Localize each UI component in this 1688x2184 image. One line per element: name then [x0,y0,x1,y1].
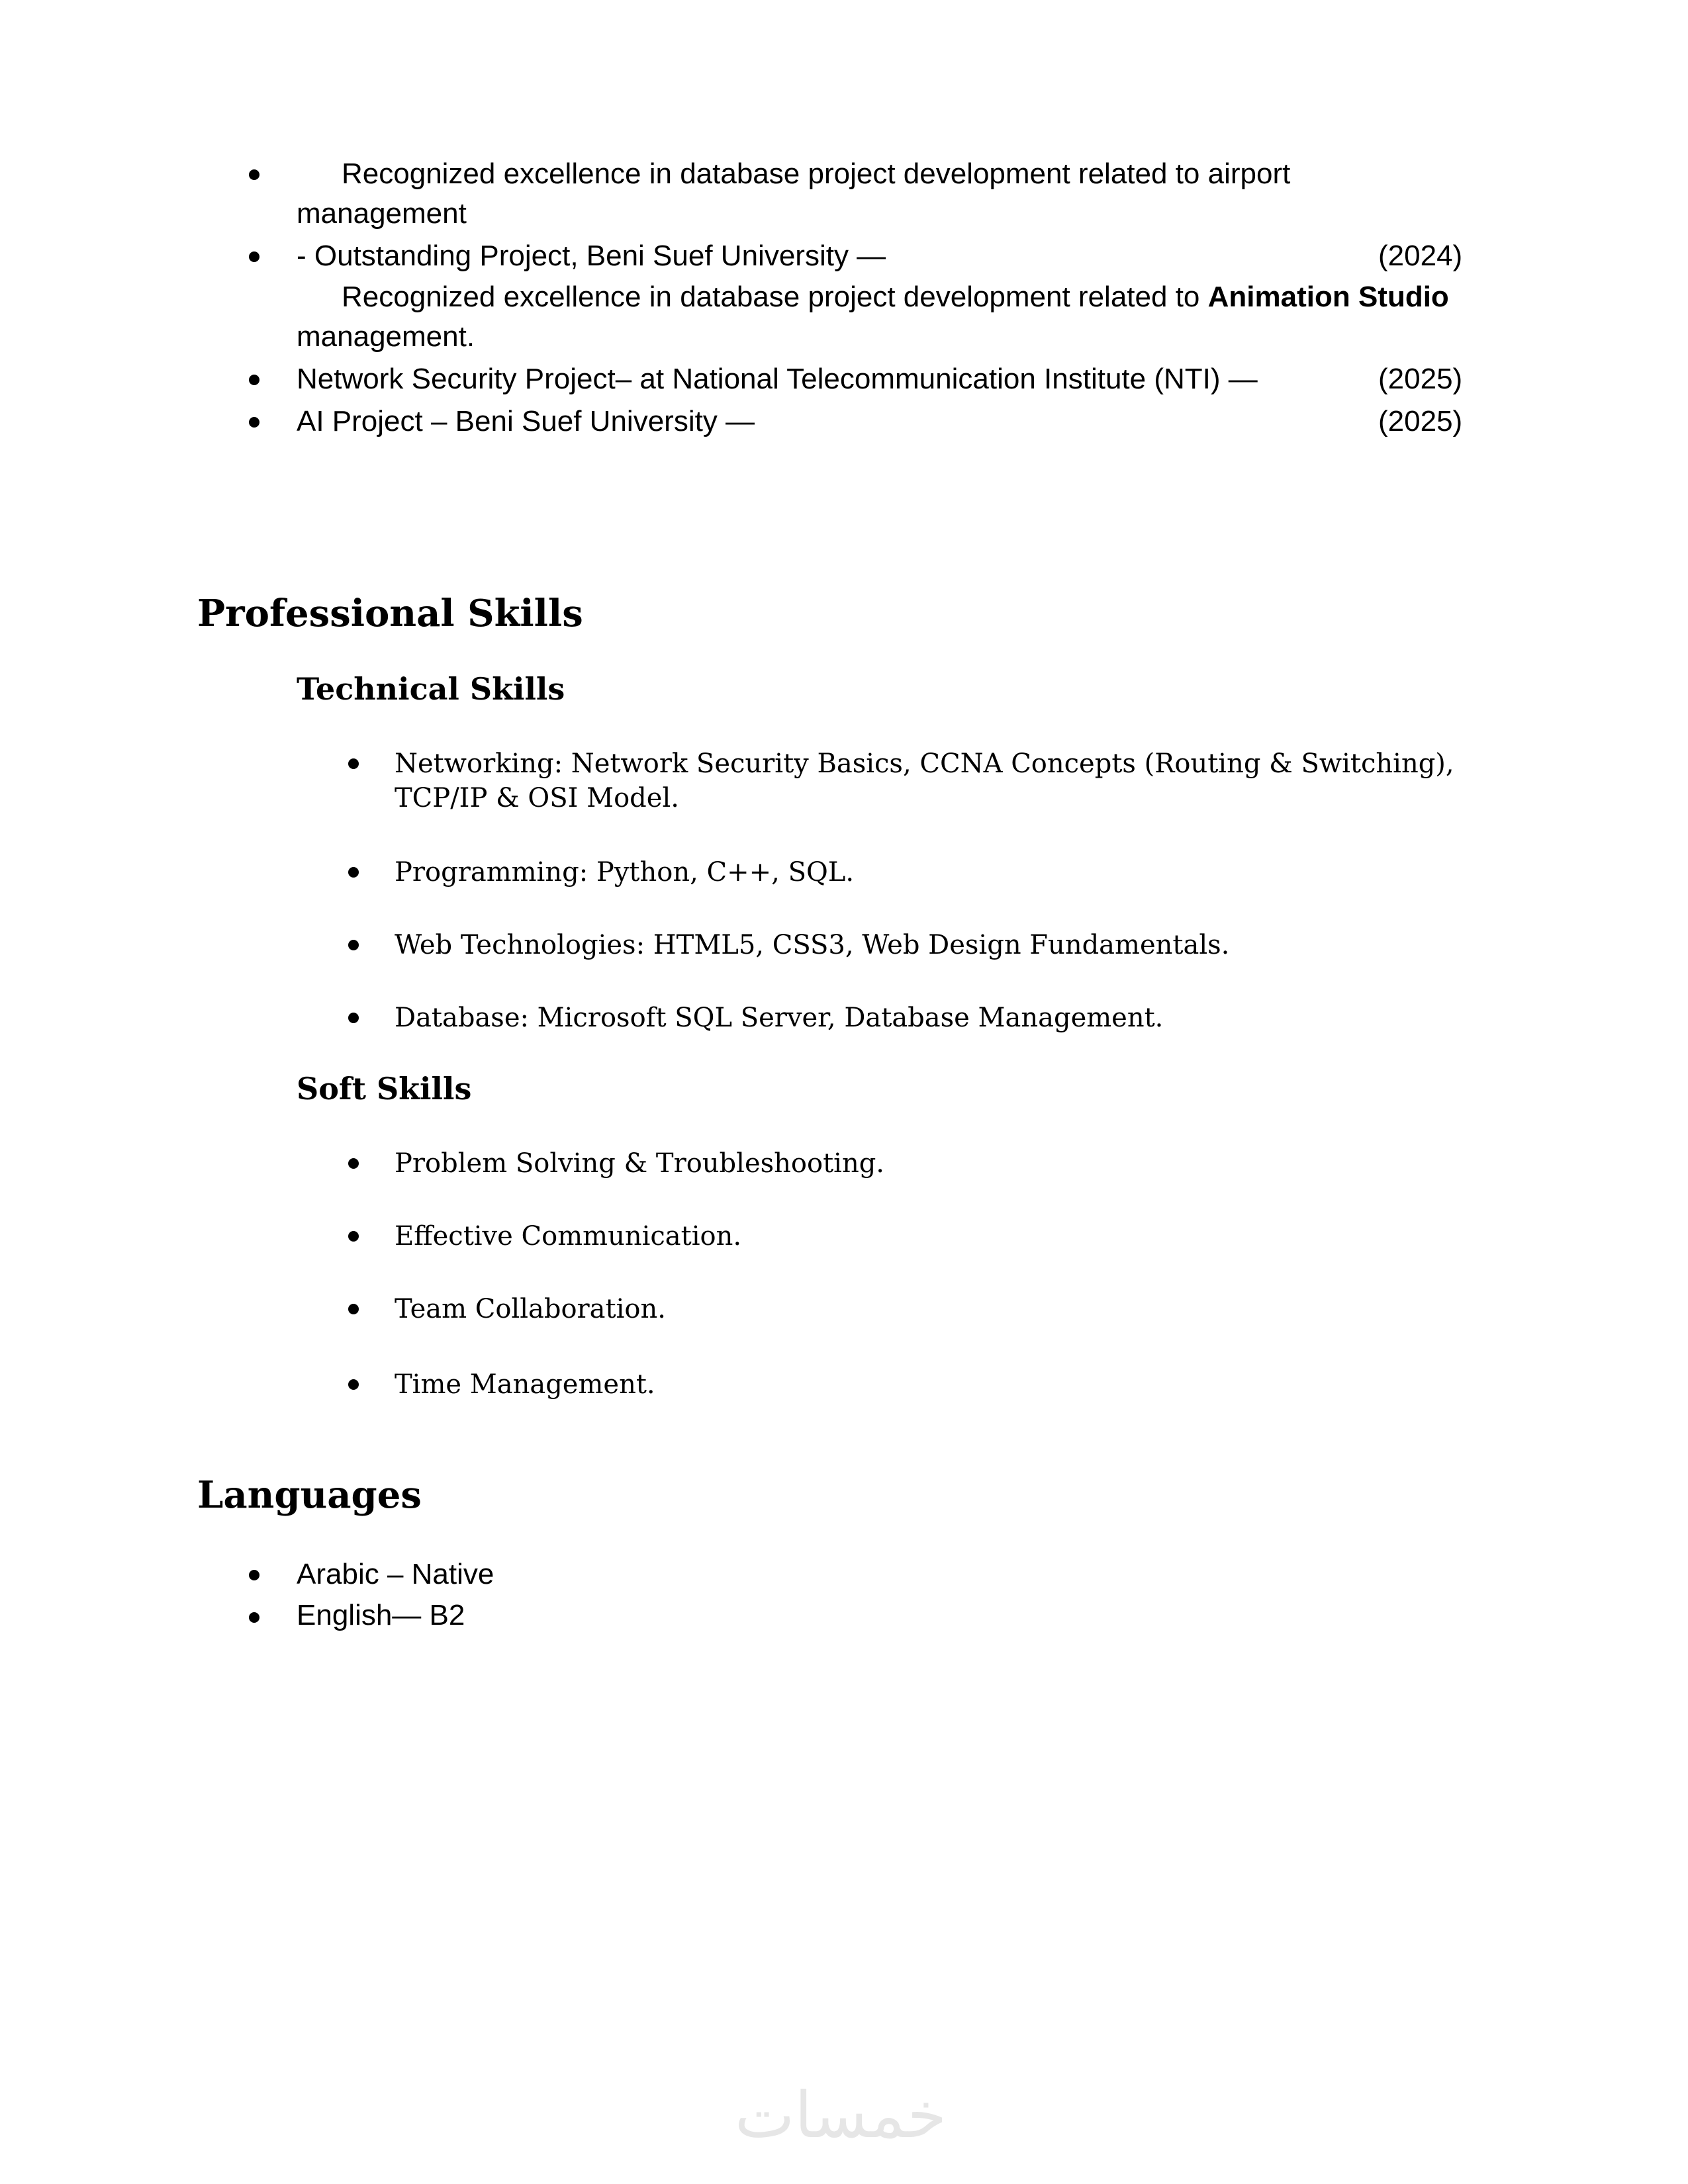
bullet [348,1379,359,1390]
soft-skill-item: Team Collaboration. [395,1294,666,1324]
bullet [348,1231,359,1242]
project-1-line2: management [297,197,467,230]
project-1-line1: Recognized excellence in database project development related to airport [342,158,1291,190]
project-2-line2-bold: Animation Studio [1207,281,1449,313]
project-3-title: Network Security Project– at National Telecommunication Institute (NTI) — [297,363,1258,395]
technical-skill-item-continued: TCP/IP & OSI Model. [395,783,679,813]
project-4-year: (2025) [1378,405,1463,437]
technical-skill-item: Database: Microsoft SQL Server, Database Management. [395,1003,1164,1033]
bullet [249,1612,259,1623]
technical-skill-item: Programming: Python, C++, SQL. [395,857,855,887]
languages-heading: Languages [197,1473,422,1517]
soft-skills-heading: Soft Skills [297,1071,472,1107]
technical-skills-heading: Technical Skills [297,671,565,707]
bullet [249,169,259,180]
project-2-line3: management. [297,320,475,353]
bullet [348,1304,359,1314]
soft-skill-item: Problem Solving & Troubleshooting. [395,1148,885,1179]
project-4-title: AI Project – Beni Suef University — [297,405,755,437]
language-item: Arabic – Native [297,1558,494,1590]
bullet [348,940,359,950]
professional-skills-heading: Professional Skills [197,592,583,635]
project-2-title: - Outstanding Project, Beni Suef University — [297,240,886,272]
bullet [249,417,259,428]
project-2-line2 [342,277,1449,318]
language-item: English— B2 [297,1599,465,1631]
soft-skill-item: Effective Communication. [395,1221,742,1251]
project-2-line2-text: Recognized excellence in database project development related to [342,281,1208,313]
technical-skill-item: Web Technologies: HTML5, CSS3, Web Design Fundamentals. [395,930,1230,960]
bullet [348,758,359,769]
project-2-year: (2024) [1378,240,1463,272]
soft-skill-item: Time Management. [395,1369,655,1400]
bullet [348,867,359,878]
bullet [249,1570,259,1580]
bullet [348,1013,359,1023]
watermark-logo: خمسات [735,2078,947,2152]
project-3-year: (2025) [1378,363,1463,395]
bullet [249,375,259,385]
bullet [348,1158,359,1169]
bullet [249,251,259,262]
technical-skill-item: Networking: Network Security Basics, CCNA Concepts (Routing & Switching), [395,749,1454,779]
